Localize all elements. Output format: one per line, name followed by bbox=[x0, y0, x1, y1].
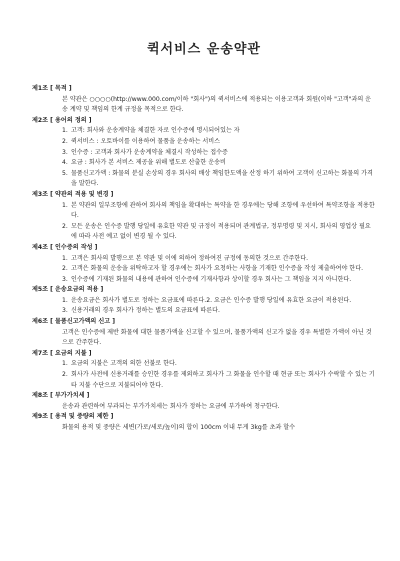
list-item-number: 2. bbox=[62, 137, 68, 145]
list-item bbox=[62, 275, 376, 286]
article-1 bbox=[32, 84, 376, 116]
list-item-number: 1. bbox=[62, 127, 68, 135]
list-item-text: 퀵서비스 : 오토바이를 이용하여 물품을 운송하는 서비스 bbox=[71, 137, 221, 145]
list-item bbox=[62, 296, 376, 307]
list-item-number: 1. bbox=[62, 360, 68, 368]
article-heading: 제9조 [ 용적 및 중량의 제한 ] bbox=[32, 413, 114, 421]
list-item bbox=[62, 126, 376, 137]
article-paragraph: 운송과 관련하여 부과되는 부가가치세는 회사가 정하는 요금에 부가하여 청구한다. bbox=[62, 402, 280, 410]
list-item-text: 인수증 : 고객과 회사가 운송계약을 체결시 작성하는 접수증 bbox=[71, 148, 228, 156]
article-body bbox=[32, 328, 376, 349]
list-item-text: 요금 : 회사가 본 서비스 제공을 위해 별도로 산출한 운송비 bbox=[71, 159, 226, 167]
article-3 bbox=[32, 190, 376, 243]
article-paragraph: 고객은 인수증에 제반 화물에 대한 물품가액을 신고할 수 있으며, 물품가액의 신고가 없을 경우 특별한 가액이 아닌 것으로 간주한다. bbox=[62, 328, 372, 347]
list-item bbox=[62, 370, 376, 391]
article-body bbox=[32, 423, 376, 434]
list-item-text: 고객은 화물의 운송을 위탁하고자 할 경우에는 회사가 요청하는 사항을 기재한 인수증을 작성 제출하여야 한다. bbox=[71, 265, 364, 273]
list-item-number: 2. bbox=[62, 265, 68, 273]
article-heading: 제5조 [ 운송요금의 적용 ] bbox=[32, 286, 104, 294]
document-title: 퀵서비스 운송약관 bbox=[147, 42, 261, 57]
list-item bbox=[62, 254, 376, 265]
article-paragraph: 본 약관은 ○○○○(http://www.000.com/이하 "회사")의 퀵서비스에 적용되는 이용고객과 회원(이하 "고객"과의 운송 계약 및 책임의 한계 규정을 목적으로 한다. bbox=[62, 95, 372, 114]
article-body bbox=[32, 296, 376, 317]
list-item-text: 모든 운송은 인수증 발행 당일에 유효한 약관 및 규정이 적용되며 관계법규, 정부명령 및 지시, 회사의 영업상 필요에 따라 사전 예고 없이 변경 될 수 있다. bbox=[71, 222, 371, 241]
list-item bbox=[62, 137, 376, 148]
article-body bbox=[32, 254, 376, 286]
list-item bbox=[62, 169, 376, 190]
articles-list bbox=[32, 84, 376, 434]
article-heading: 제8조 [ 부가가치세 ] bbox=[32, 392, 90, 400]
article-heading: 제7조 [ 요금의 지불 ] bbox=[32, 349, 92, 357]
list-item-text: 본 약관의 일부조항에 관하여 회사의 책임을 확대하는 특약을 한 경우에는 당해 조항에 우선하여 특약조항을 적용한다. bbox=[71, 201, 375, 220]
list-item-number: 1. bbox=[62, 296, 68, 304]
article-6 bbox=[32, 317, 376, 349]
list-item-number: 2. bbox=[62, 222, 68, 230]
article-body bbox=[32, 402, 376, 413]
list-item-number: 1. bbox=[62, 254, 68, 262]
article-heading: 제6조 [ 물품신고가액의 신고 ] bbox=[32, 318, 116, 326]
article-heading: 제1조 [ 목적 ] bbox=[32, 85, 72, 92]
article-4 bbox=[32, 243, 376, 285]
list-item bbox=[62, 264, 376, 275]
list-item-text: 고객은 회사의 발행으로 본 약관 및 이에 의하여 정하여진 규정에 동의한 것으로 간주한다. bbox=[71, 254, 309, 262]
article-heading: 제2조 [ 용어의 정의 ] bbox=[32, 116, 92, 124]
article-2 bbox=[32, 116, 376, 190]
list-item-text: 회사가 사전에 신용거래를 승인한 경우를 제외하고 회사가 그 화물을 인수할 때 현금 또는 회사가 수락할 수 있는 기타 지불 수단으로 지불되어야 한다. bbox=[71, 371, 375, 389]
list-item-number: 4. bbox=[62, 159, 68, 167]
article-body bbox=[32, 95, 376, 116]
list-item-number: 2. bbox=[62, 371, 68, 379]
list-item bbox=[62, 158, 376, 169]
list-item-text: 인수증에 기재된 화물의 내용에 관하여 인수증에 기재사항과 상이할 경우 회사는 그 책임을 지지 아니한다. bbox=[71, 275, 352, 283]
list-item bbox=[62, 306, 376, 317]
article-5 bbox=[32, 285, 376, 317]
list-item bbox=[62, 222, 376, 243]
article-body bbox=[32, 126, 376, 190]
list-item bbox=[62, 201, 376, 222]
list-item-text: 요금의 지불은 고객의 의한 선불로 한다. bbox=[71, 360, 177, 368]
article-body bbox=[32, 201, 376, 243]
article-7 bbox=[32, 349, 376, 391]
list-item-text: 고객: 회사와 운송계약을 체결한 자로 인수증에 명시되어있는 자 bbox=[71, 127, 240, 135]
list-item-number: 3. bbox=[62, 275, 68, 283]
list-item-number: 3. bbox=[62, 307, 68, 315]
list-item-text: 운송요금은 회사가 별도로 정하는 요금표에 따른다.2. 요금은 인수증 발행 당일에 유효한 요금이 적용된다. bbox=[71, 296, 352, 304]
article-heading: 제3조 [ 약관의 적용 및 변경 ] bbox=[32, 190, 114, 198]
list-item-number: 1. bbox=[62, 201, 68, 209]
article-9 bbox=[32, 412, 376, 433]
list-item-number: 5. bbox=[62, 169, 68, 177]
list-item-text: 신용거래의 경우 회사가 정하는 별도의 요금표에 따른다. bbox=[71, 307, 220, 315]
list-item bbox=[62, 359, 376, 370]
list-item-number: 3. bbox=[62, 148, 68, 156]
list-item bbox=[62, 148, 376, 159]
article-paragraph: 화물의 용적 및 중량은 세변(가로/세로/높이)의 합이 100cm 이내 무게 3kg를 초과 할수 bbox=[62, 424, 296, 431]
article-body bbox=[32, 359, 376, 391]
article-8 bbox=[32, 391, 376, 412]
article-heading: 제4조 [ 인수증의 작성 ] bbox=[32, 243, 98, 251]
list-item-text: 물품신고가액 : 화물의 분실 손상의 경우 회사의 배상 책임한도액을 산정 하기 위하여 고객이 신고하는 화물의 가격 을 말한다. bbox=[71, 169, 373, 188]
